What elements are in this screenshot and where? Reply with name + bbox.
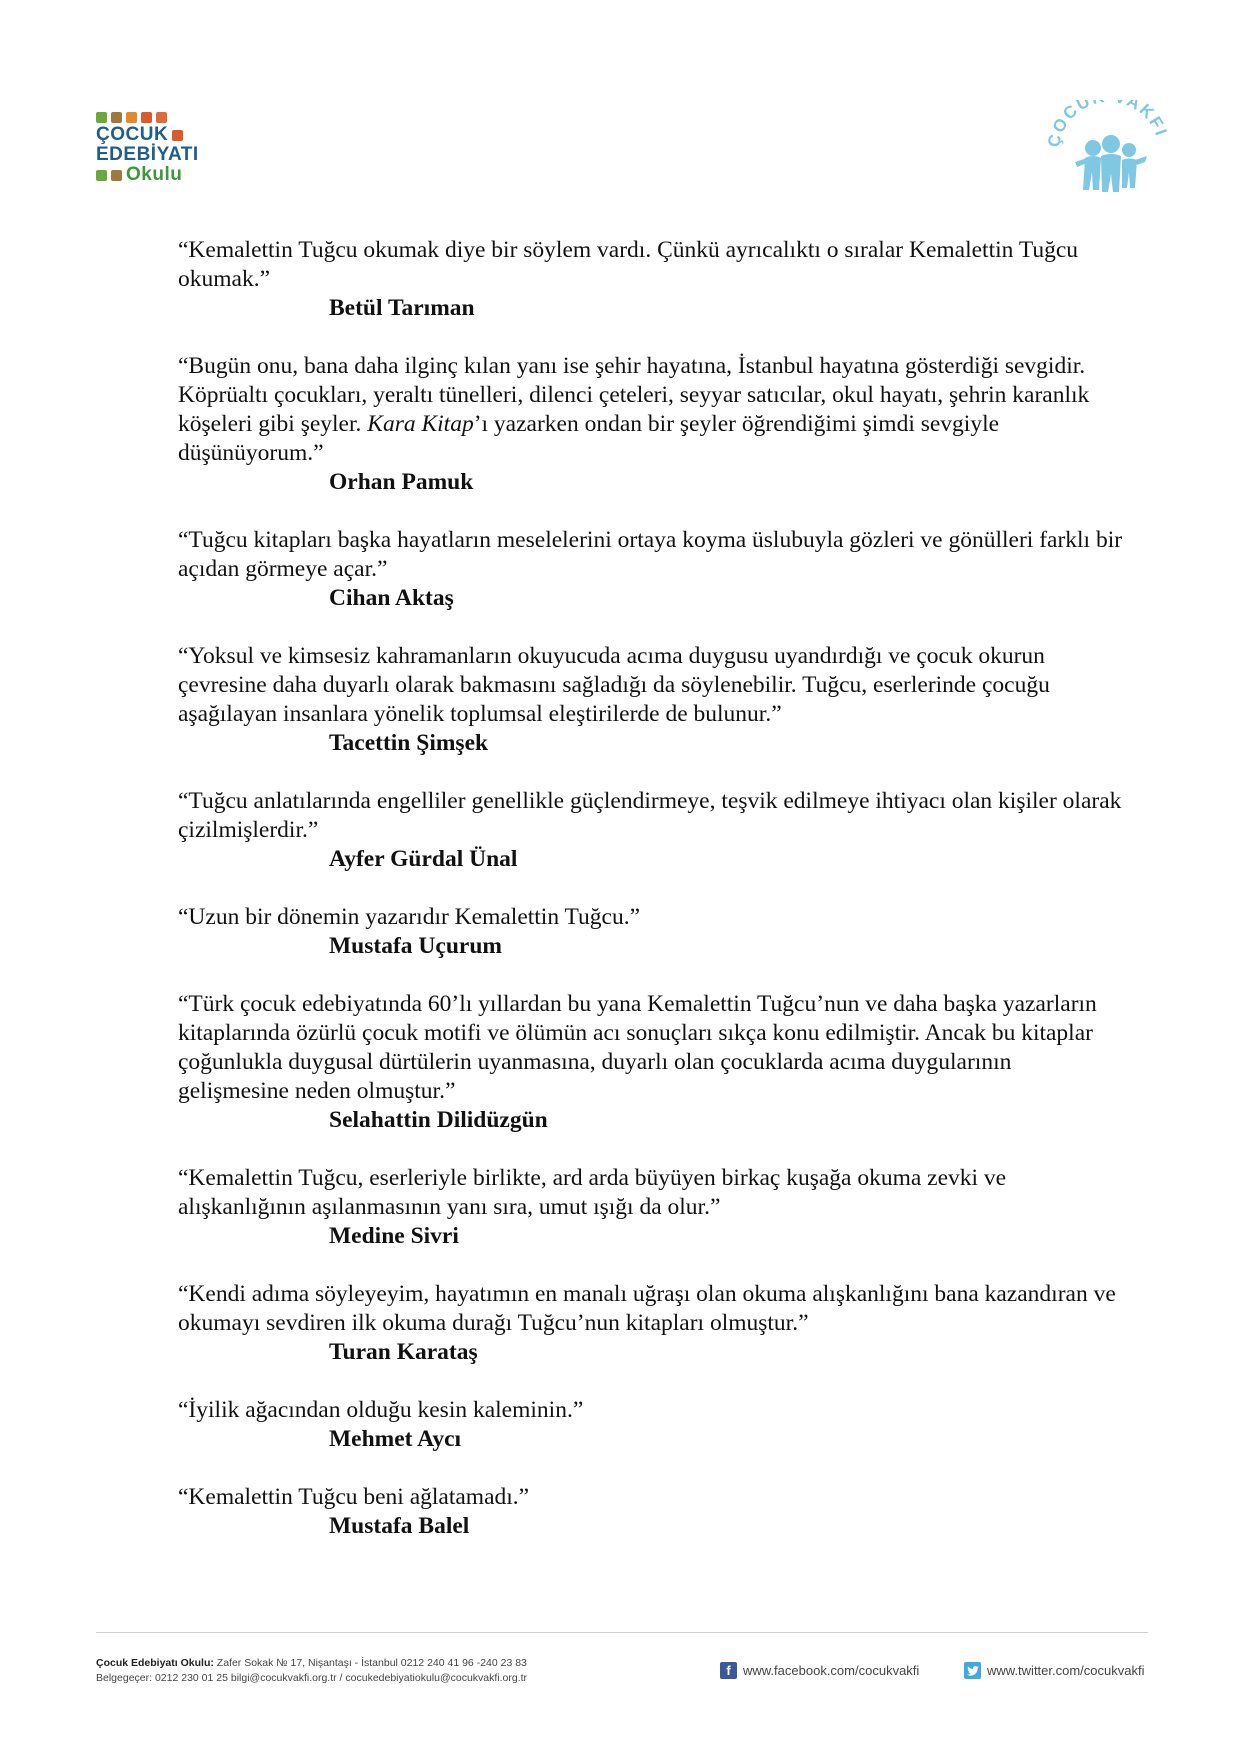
logo-text-edebiyati: EDEBİYATI: [96, 144, 199, 165]
quote-author: Cihan Aktaş: [329, 585, 454, 611]
quote-author: Mustafa Balel: [329, 1513, 470, 1539]
twitter-link[interactable]: [964, 1662, 1145, 1679]
cocuk-vakfi-logo: [1045, 100, 1173, 200]
twitter-url[interactable]: www.twitter.com/cocukvakfi: [987, 1663, 1145, 1678]
facebook-url[interactable]: www.facebook.com/cocukvakfi: [743, 1663, 920, 1678]
footer-address: [96, 1656, 527, 1686]
logo-line-1: [96, 125, 206, 145]
logo-square: [96, 112, 107, 123]
logo-squares: [96, 112, 206, 123]
logo-square: [156, 112, 167, 123]
quote-author: Selahattin Dilidüzgün: [329, 1107, 548, 1133]
quote-author: Betül Tarıman: [329, 295, 475, 321]
quote-author: Medine Sivri: [329, 1223, 459, 1249]
quote-author: Ayfer Gürdal Ünal: [329, 846, 518, 872]
quote-text: “Uzun bir dönemin yazarıdır Kemalettin Tuğcu.”: [178, 904, 641, 930]
quote-block: [178, 1164, 1128, 1251]
quote-author: Tacettin Şimşek: [329, 730, 489, 756]
quotes-section: [178, 236, 1128, 1570]
quote-block: [178, 526, 1128, 613]
logo-text-okulu: Okulu: [126, 164, 183, 185]
logo-line-2: [96, 145, 206, 165]
logo-text-cocuk: ÇOCUK: [96, 124, 169, 145]
quote-text: “İyilik ağacından olduğu kesin kaleminin.”: [178, 1397, 584, 1423]
quote-author: Mustafa Uçurum: [329, 933, 502, 959]
quote-author: Mehmet Aycı: [329, 1426, 462, 1452]
quote-text: [178, 352, 1128, 468]
quote-block: [178, 236, 1128, 323]
logo-square: [141, 112, 152, 123]
footer-divider: [96, 1632, 1148, 1633]
quote-text-part: “Bugün onu, bana daha ilginç kılan yanı ise şehir hayatına, İstanbul hayatına gösterdiği sevgidir. Köprüaltı çocukları, yeraltı tünelleri, dilenci çeteleri, seyyar satıcılar, okul hayatı, şehrin karanlık köşeleri gibi şeyler.: [178, 353, 1090, 437]
quote-block: [178, 352, 1128, 497]
logo-square: [126, 112, 137, 123]
quote-block: [178, 1396, 1128, 1454]
footer-address-text: Zafer Sokak № 17, Nişantaşı - İstanbul 0212 240 41 96 -240 23 83: [213, 1657, 527, 1669]
quote-block: [178, 787, 1128, 874]
quote-author: Turan Karataş: [329, 1339, 478, 1365]
footer-line-1: [96, 1656, 527, 1671]
quote-text: “Yoksul ve kimsesiz kahramanların okuyucuda acıma duygusu uyandırdığı ve çocuk okurun çevresine daha duyarlı olarak bakmasını sağladığı da söylenebilir. Tuğcu, eserlerinde çocuğu aşağılayan insanlara yönelik toplumsal eleştirilerde de bulunur.”: [178, 643, 1050, 727]
logo-line-3: [96, 165, 206, 185]
footer-line-2: Belgegeçer: 0212 230 01 25 bilgi@cocukvakfi.org.tr / cocukedebiyatiokulu@cocukvakfi.org.tr: [96, 1672, 528, 1684]
logo-square: [111, 112, 122, 123]
logo-square: [96, 170, 107, 181]
cocuk-vakfi-emblem-icon: [1045, 100, 1173, 200]
quote-author: Orhan Pamuk: [329, 469, 474, 495]
twitter-icon: [964, 1662, 981, 1679]
footer-org-label: Çocuk Edebiyatı Okulu:: [96, 1657, 214, 1669]
book-title-kara-kitap: Kara Kitap: [367, 411, 474, 437]
quote-block: [178, 642, 1128, 758]
quote-block: [178, 1280, 1128, 1367]
quote-text-part: ’ı yazarken ondan bir şeyler öğrendiğimi şimdi sevgiyle düşünüyorum.”: [178, 411, 1000, 466]
facebook-link[interactable]: [720, 1662, 919, 1679]
quote-text: “Kemalettin Tuğcu, eserleriyle birlikte, ard arda büyüyen birkaç kuşağa okuma zevki ve alışkanlığının aşılanmasının yanı sıra, umut ışığı da olur.”: [178, 1165, 1007, 1220]
quote-block: [178, 903, 1128, 961]
logo-square: [172, 130, 183, 141]
quote-text: “Tuğcu kitapları başka hayatların meselelerini ortaya koyma üslubuyla gözleri ve gönülleri farklı bir açıdan görmeye açar.”: [178, 527, 1123, 582]
quote-block: [178, 1483, 1128, 1541]
quote-text: “Kendi adıma söyleyeyim, hayatımın en manalı uğraşı olan okuma alışkanlığını bana kazandıran ve okumayı sevdiren ilk okuma durağı Tuğcu’nun kitapları olmuştur.”: [178, 1281, 1116, 1336]
facebook-icon: f: [720, 1662, 737, 1679]
logo-vakfi-text: ÇOCU AKFI: [1045, 100, 1172, 149]
quote-text: “Türk çocuk edebiyatında 60’lı yıllardan bu yana Kemalettin Tuğcu’nun ve daha başka yazarların kitaplarında özürlü çocuk motifi ve ölümün acı sonuçları sıkça konu edilmiştir. Ancak bu kitaplar çoğunlukla duygusal dürtülerin uyanmasına, duyarlı olan çocuklarda acıma duygularının gelişmesine neden olmuştur.”: [178, 991, 1097, 1104]
cocuk-edebiyati-okulu-logo: [96, 112, 206, 192]
quote-text: “Kemalettin Tuğcu okumak diye bir söylem vardı. Çünkü ayrıcalıktı o sıralar Kemalettin Tuğcu okumak.”: [178, 237, 1079, 292]
logo-square: [111, 170, 122, 181]
quote-text: “Kemalettin Tuğcu beni ağlatamadı.”: [178, 1484, 530, 1510]
quote-text: “Tuğcu anlatılarında engelliler genellikle güçlendirmeye, teşvik edilmeye ihtiyacı olan kişiler olarak çizilmişlerdir.”: [178, 788, 1122, 843]
quote-block: [178, 990, 1128, 1135]
